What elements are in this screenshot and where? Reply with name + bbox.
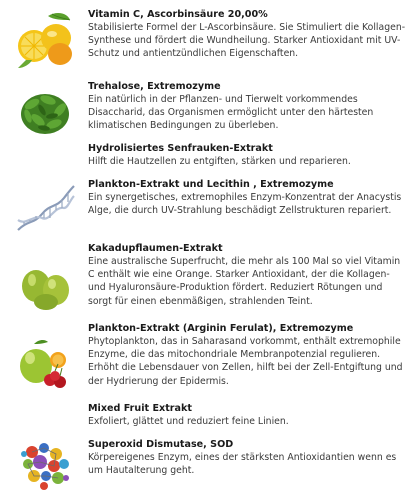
ingredient-title: Hydrolisiertes Senfrauken-Extrakt [88,143,273,154]
ingredient-description: Hilft die Hautzellen zu entgiften, stärken und reparieren. [88,156,351,167]
mixed-fruits-icon [14,332,76,394]
ingredient-title: Superoxid Dismutase, SOD [88,439,234,450]
green-plant-icon [14,80,76,142]
ingredient-description: Exfoliert, glättet und reduziert feine Linien. [88,416,289,427]
kakadu-plum-icon [14,252,76,314]
citrus-fruits-icon [14,8,76,70]
ingredient-description: Eine australische Superfrucht, die mehr als 100 Mal so viel Vitamin C enthält wie eine Orange. Starker Antioxidant, der die Kollagen- und Hyaluronsäure-Produktion fördert. Reduziert Rötungen und sorgt für einen ebenmäßigen, strahlenden Teint. [88,256,401,307]
ingredient-description: Ein synergetisches, extremophiles Enzym-Konzentrat der Anacystis Alge, die durch UV-Strahlung beschädigt Zellstrukturen repariert. [88,192,402,217]
ingredient-description: Stabilisierte Formel der L-Ascorbinsäure. Sie Stimuliert die Kollagen-Synthese und fördert die Wundheilung. Starker Antioxidant mit UV-Schutz und antientzündlichen Eigenschaften. [88,22,406,60]
ingredient-description: Phytoplankton, das in Saharasand vorkommt, enthält extremophile Enzyme, die das mitochondriale Membranpotenzial regulieren. Erhöht die Lebensdauer von Zellen, hilft bei der Zell-Entgiftung und der Hydrierung der Epidermis. [88,336,403,387]
ingredient-title: Trehalose, Extremozyme [88,81,221,92]
ingredient-description: Ein natürlich in der Pflanzen- und Tierwelt vorkommendes Disaccharid, das Organismen ermöglicht unter den härtesten klimatischen Bedingungen zu überleben. [88,94,374,132]
ingredient-title: Kakadupflaumen-Extrakt [88,243,223,254]
ingredient-title: Plankton-Extrakt (Arginin Ferulat), Extremozyme [88,323,354,334]
ingredient-title: Mixed Fruit Extrakt [88,403,192,414]
ingredient-title: Vitamin C, Ascorbinsäure 20,00% [88,9,268,20]
ingredient-title: Plankton-Extrakt und Lecithin , Extremozyme [88,179,334,190]
dna-helix-icon [14,180,76,242]
ingredient-description: Körpereigenes Enzym, eines der stärksten Antioxidantien wenn es um Hautalterung geht. [88,452,397,477]
molecule-icon [14,434,76,496]
